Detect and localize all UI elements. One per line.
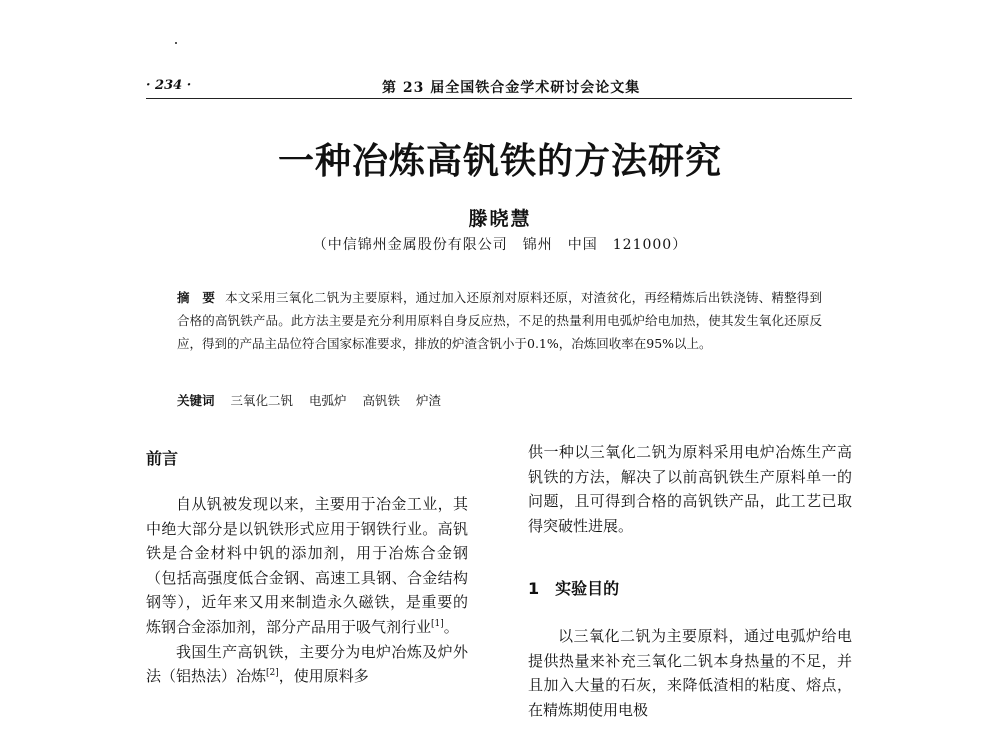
- author-affiliation: （中信锦州金属股份有限公司 锦州 中国 121000）: [312, 237, 688, 253]
- section-1-number: 1: [528, 579, 540, 598]
- section-1-body: [528, 624, 852, 722]
- section-1-title: 实验目的: [555, 579, 620, 598]
- section-1-paragraph: 以三氧化二钒为主要原料，通过电弧炉给电提供热量来补充三氧化二钒本身热量的不足，并且加入大量的石灰，来降低渣相的粘度、熔点，在精炼期使用电极: [528, 627, 852, 719]
- keyword: 三氧化二钒: [230, 393, 294, 408]
- author-name: 滕晓慧: [468, 208, 532, 230]
- abstract-label: 摘 要: [177, 290, 216, 305]
- abstract: [177, 286, 822, 355]
- keywords-label: 关键词: [177, 393, 215, 408]
- citation-ref: [2]: [266, 668, 279, 679]
- section-1-heading: [528, 576, 619, 599]
- preface-paragraph-1-text: 自从钒被发现以来，主要用于冶金工业，其中绝大部分是以钒铁形式应用于钢铁行业。高钒铁是合金材料中钒的添加剂，用于冶炼合金钢（包括高强度低合金钢、高速工具钢、合金结构钢等），近年来又用来制造永久磁铁，是重要的炼钢合金添加剂，部分产品用于吸气剂行业: [146, 495, 468, 636]
- keyword: 炉渣: [416, 393, 442, 408]
- right-column-continuation: [528, 440, 852, 538]
- keywords: [177, 391, 453, 409]
- preface-paragraph-2-end: ，使用原料多: [278, 667, 369, 686]
- preface-paragraph-1-end: 。: [443, 617, 459, 636]
- citation-ref: [1]: [431, 618, 444, 629]
- scan-speck: [175, 42, 177, 44]
- keyword: 电弧炉: [309, 393, 347, 408]
- continuation-paragraph: 供一种以三氧化二钒为原料采用电炉冶炼生产高钒铁的方法，解决了以前高钒铁生产原料单一的问题，且可得到合格的高钒铁产品，此工艺已取得突破性进展。: [528, 443, 852, 535]
- preface-paragraph-2: [146, 640, 468, 689]
- preface-heading: 前言: [146, 449, 179, 468]
- keyword: 高钒铁: [362, 393, 401, 408]
- paper-title: 一种冶炼高钒铁的方法研究: [277, 141, 722, 182]
- running-header: [146, 76, 852, 99]
- abstract-text: 本文采用三氧化二钒为主要原料，通过加入还原剂对原料还原，对渣贫化，再经精炼后出铁浇铸、精整得到合格的高钒铁产品。此方法主要是充分利用原料自身反应热，不足的热量利用电弧炉给电加热，使其发生氧化还原反应，得到的产品主品位符合国家标准要求，排放的炉渣含钒小于0.1%，冶炼回收率在95%以上。: [177, 290, 822, 351]
- preface-paragraph-2-text: 我国生产高钒铁，主要分为电炉冶炼及炉外法（铝热法）冶炼: [146, 642, 468, 686]
- preface-paragraph-1: [146, 492, 468, 640]
- journal-title: 第 23 届全国铁合金学术研讨会论文集: [382, 80, 641, 96]
- left-column: [146, 492, 468, 689]
- page-number: · 234 ·: [146, 78, 192, 93]
